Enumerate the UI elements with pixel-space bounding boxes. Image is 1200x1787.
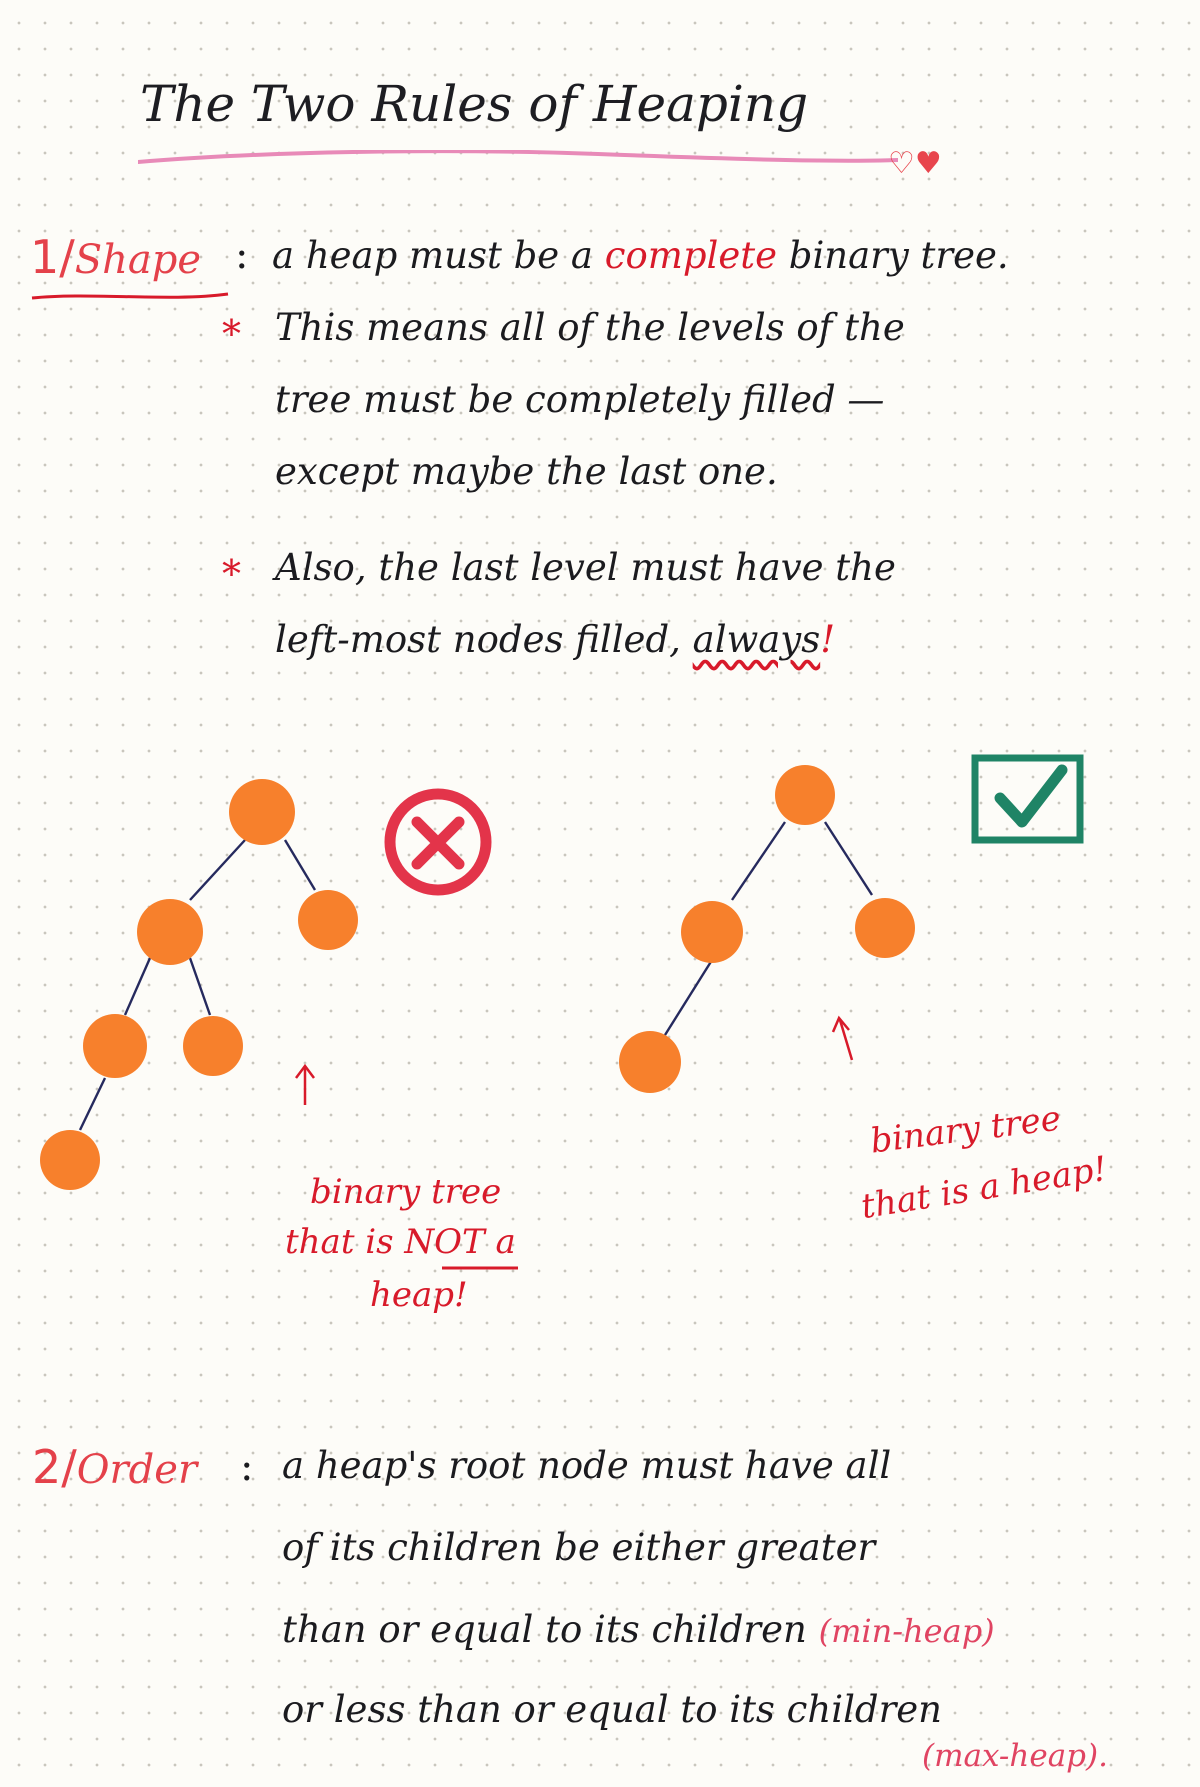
rule1-text-end: binary tree.	[777, 234, 1009, 277]
title-underline	[138, 150, 898, 180]
rule2-line1: a heap's root node must have all	[282, 1444, 892, 1487]
max-heap-tag: (max-heap).	[922, 1738, 1108, 1774]
bullet1-line3: except maybe the last one.	[275, 450, 778, 493]
tree-node	[298, 890, 358, 950]
bad-caption-line3: heap!	[370, 1275, 468, 1315]
heap-diagrams	[0, 740, 1200, 1360]
tree-node	[619, 1031, 681, 1093]
rule2-line3	[282, 1608, 995, 1651]
cross-circle-icon	[390, 794, 486, 890]
tree-node	[40, 1130, 100, 1190]
arrow-up-icon	[833, 1018, 852, 1060]
check-box-icon	[975, 758, 1080, 840]
good-caption-line1: binary tree	[868, 1098, 1063, 1162]
rule2-number: 2/	[32, 1440, 77, 1494]
rule1-definition	[272, 234, 1009, 277]
tree-node	[855, 898, 915, 958]
rule1-complete-word: complete	[604, 234, 778, 277]
tree-node	[83, 1014, 147, 1078]
bullet2-line2	[275, 618, 835, 661]
heart-icon: ♡	[888, 146, 915, 181]
good-tree-nodes	[619, 765, 915, 1093]
rule1-colon: :	[235, 232, 249, 278]
rule2-heading	[32, 1440, 197, 1494]
rule2-line4: or less than or equal to its children	[282, 1688, 943, 1731]
rule1-number: 1/	[30, 230, 75, 284]
bullet1-line1: This means all of the levels of the	[275, 306, 905, 349]
bullet-star-icon: *	[222, 552, 241, 596]
rule1-heading	[30, 230, 201, 284]
rule2-title: Order	[76, 1447, 198, 1493]
bullet-star-icon: *	[222, 312, 241, 356]
bullet2-line1: Also, the last level must have the	[275, 546, 896, 589]
rule1-title: Shape	[74, 237, 202, 283]
tree-node	[229, 779, 295, 845]
always-emphasis: always	[692, 618, 821, 661]
rule2-line2: of its children be either greater	[282, 1526, 876, 1569]
rule2-line3-text: than or equal to its children	[282, 1608, 807, 1651]
hearts-decoration	[888, 146, 942, 181]
exclamation: !	[820, 618, 836, 661]
tree-node	[681, 901, 743, 963]
bad-tree-edges	[80, 840, 315, 1130]
arrow-up-icon	[296, 1066, 314, 1105]
min-heap-tag: (min-heap)	[818, 1612, 995, 1650]
rule1-text: a heap must be a	[272, 234, 605, 277]
rule2-colon: :	[240, 1444, 254, 1490]
not-underline	[440, 1264, 520, 1272]
bad-caption-line1: binary tree	[310, 1172, 502, 1212]
tree-node	[775, 765, 835, 825]
good-caption-line2: that is a heap!	[858, 1148, 1110, 1228]
bad-caption-line2: that is NOT a	[285, 1222, 516, 1262]
tree-node	[137, 899, 203, 965]
page-title: The Two Rules of Heaping	[140, 75, 809, 133]
tree-node	[183, 1016, 243, 1076]
bullet1-line2: tree must be completely filled —	[275, 378, 885, 421]
bullet2-text: left-most nodes filled,	[275, 618, 693, 661]
rule1-underline	[30, 290, 230, 306]
heart-icon: ♥	[914, 146, 942, 181]
